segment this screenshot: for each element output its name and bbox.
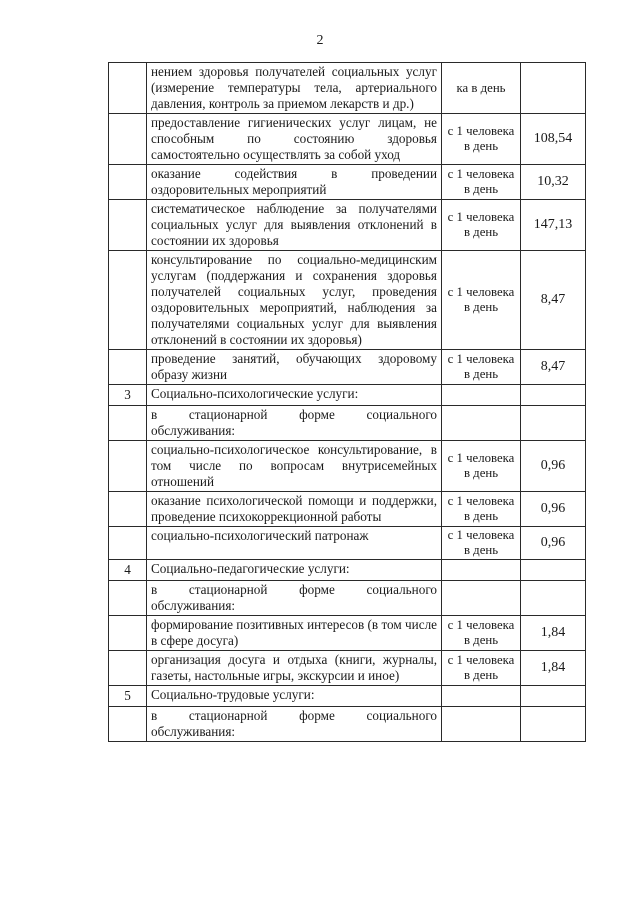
row-number-cell [109,114,147,165]
row-number-cell [109,527,147,560]
price-cell: 8,47 [521,251,586,350]
price-cell [521,707,586,742]
price-cell [521,385,586,406]
service-description-cell: оказание содействия в проведении оздоровительных мероприятий [147,165,442,200]
section-row [109,385,586,406]
row-number-cell [109,406,147,441]
unit-cell [442,406,521,441]
services-table-body [109,63,586,742]
table-row [109,441,586,492]
price-cell: 108,54 [521,114,586,165]
unit-cell [442,385,521,406]
unit-cell: с 1 человека в день [442,492,521,527]
price-cell: 10,32 [521,165,586,200]
unit-cell: с 1 человека в день [442,350,521,385]
page-number: 2 [316,33,324,48]
unit-cell [442,581,521,616]
table-row [109,581,586,616]
service-description-cell: в стационарной форме социального обслуживания: [147,406,442,441]
table-row [109,63,586,114]
service-description-cell: в стационарной форме социального обслуживания: [147,581,442,616]
row-number-cell: 4 [109,560,147,581]
unit-cell: с 1 человека в день [442,165,521,200]
unit-cell: с 1 человека в день [442,441,521,492]
service-description-cell: нением здоровья получателей социальных услуг (измерение температуры тела, артериального давления, контроль за приемом лекарств и др.) [147,63,442,114]
service-description-cell: организация досуга и отдыха (книги, журналы, газеты, настольные игры, экскурсии и иное) [147,651,442,686]
row-number-cell: 5 [109,686,147,707]
unit-cell: с 1 человека в день [442,200,521,251]
service-description-cell: социально-психологическое консультирование, в том числе по вопросам внутрисемейных отношений [147,441,442,492]
price-cell [521,63,586,114]
table-row [109,350,586,385]
unit-cell: с 1 человека в день [442,251,521,350]
price-cell: 147,13 [521,200,586,251]
service-description-cell: систематическое наблюдение за получателями социальных услуг для выявления отклонений в состоянии их здоровья [147,200,442,251]
table-row [109,165,586,200]
table-row [109,492,586,527]
price-cell [521,686,586,707]
table-row [109,616,586,651]
section-row [109,560,586,581]
service-description-cell: социально-психологический патронаж [147,527,442,560]
row-number-cell [109,200,147,251]
price-cell [521,406,586,441]
unit-cell: с 1 человека в день [442,616,521,651]
price-cell: 0,96 [521,527,586,560]
service-description-cell: проведение занятий, обучающих здоровому образу жизни [147,350,442,385]
unit-cell [442,560,521,581]
row-number-cell [109,165,147,200]
unit-cell: с 1 человека в день [442,651,521,686]
unit-cell [442,686,521,707]
services-table [108,62,586,742]
service-description-cell: оказание психологической помощи и поддержки, проведение психокоррекционной работы [147,492,442,527]
section-row [109,686,586,707]
unit-cell: с 1 человека в день [442,114,521,165]
price-cell: 8,47 [521,350,586,385]
table-row [109,707,586,742]
table-row [109,651,586,686]
row-number-cell [109,441,147,492]
row-number-cell [109,581,147,616]
row-number-cell [109,616,147,651]
row-number-cell [109,63,147,114]
service-description-cell: Социально-психологические услуги: [147,385,442,406]
row-number-cell [109,651,147,686]
table-row [109,406,586,441]
service-description-cell: формирование позитивных интересов (в том числе в сфере досуга) [147,616,442,651]
unit-cell: с 1 человека в день [442,527,521,560]
row-number-cell: 3 [109,385,147,406]
unit-cell [442,707,521,742]
price-cell: 1,84 [521,616,586,651]
row-number-cell [109,251,147,350]
row-number-cell [109,350,147,385]
service-description-cell: консультирование по социально-медицинским услугам (поддержания и сохранения здоровья получателей социальных услуг, проведения оздоровительных мероприятий, наблюдения за получателями социальных услуг для выявления отклонений в состоянии их здоровья) [147,251,442,350]
service-description-cell: Социально-трудовые услуги: [147,686,442,707]
price-cell [521,560,586,581]
price-cell: 0,96 [521,492,586,527]
row-number-cell [109,492,147,527]
service-description-cell: предоставление гигиенических услуг лицам, не способным по состоянию здоровья самостоятельно осуществлять за собой уход [147,114,442,165]
unit-cell: ка в день [442,63,521,114]
table-row [109,200,586,251]
row-number-cell [109,707,147,742]
service-description-cell: в стационарной форме социального обслуживания: [147,707,442,742]
table-row [109,251,586,350]
service-description-cell: Социально-педагогические услуги: [147,560,442,581]
table-row [109,114,586,165]
price-cell [521,581,586,616]
price-cell: 0,96 [521,441,586,492]
price-cell: 1,84 [521,651,586,686]
table-row [109,527,586,560]
